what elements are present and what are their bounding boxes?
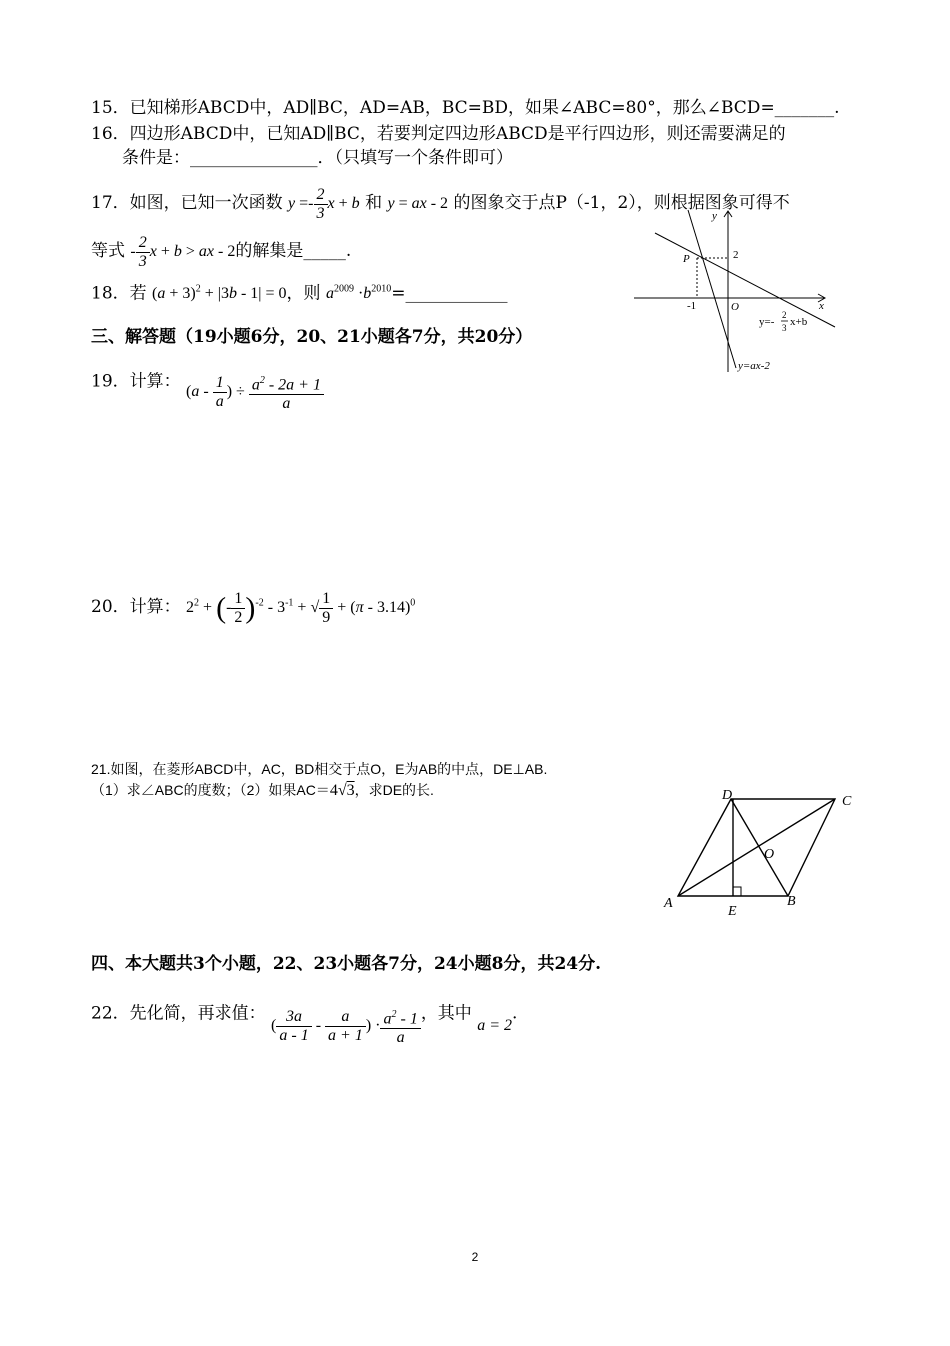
q21-line2-post: ，求DE的长. — [354, 782, 434, 798]
question-21-line2 — [91, 779, 434, 802]
graph-y-label: y — [712, 210, 717, 222]
diagonal-bd — [731, 799, 788, 896]
q22-condition: a = 2 — [477, 1017, 513, 1035]
q22-number: 22． — [91, 1003, 130, 1024]
vertex-d-label: D — [722, 788, 733, 803]
q17-number: 17． — [91, 193, 130, 214]
point-e-label: E — [728, 904, 737, 919]
q22-end: . — [512, 1003, 518, 1024]
q19-expression: (a - $\frac{1}{a}$ ) ÷ $\frac{a^2 - 2a + 1}{a}$ — [186, 383, 324, 400]
q17-graph — [630, 205, 840, 375]
q22-where: ，其中 — [420, 1003, 472, 1024]
rhombus-figure — [660, 785, 865, 920]
svg-text:2: 2 — [782, 310, 787, 320]
graph-x-label: x — [819, 300, 824, 312]
q22-label: 先化简，再求值： — [129, 1003, 266, 1024]
q15-text: 已知梯形ABCD中，AD∥BC，AD=AB，BC=BD，如果∠ABC=80°，那么∠BCD=_______. — [129, 98, 840, 118]
q20-expression: $2^2$ + (- $\frac{1}{2}$ )$^{-2} - 3^{-1}$ + √ $\frac{1}{9}$ + (π - 3.14)$^0$ — [186, 590, 416, 626]
line-y-neg2-3x-plus-b — [655, 233, 835, 327]
graph-line1-label — [759, 310, 808, 333]
question-19 — [91, 362, 324, 413]
q17-formula1: y =- $\frac{2}{3}$ x + b — [288, 186, 360, 222]
section-4-heading: 四、本大题共3个小题，22、23小题各7分，24小题8分，共24分. — [91, 954, 602, 974]
q20-label: 计算： — [129, 597, 181, 618]
section-3-heading: 三、解答题（19小题6分，20、21小题各7分，共20分） — [91, 327, 533, 347]
right-angle-mark — [733, 887, 741, 896]
q21-line2-pre: （1）求∠ABC的度数；（2）如果AC＝ — [91, 782, 330, 798]
point-o-label: O — [764, 847, 775, 862]
q17-mid: 和 — [365, 193, 383, 214]
q19-label: 计算： — [129, 371, 181, 392]
q18-pre: 若 — [129, 283, 147, 304]
q17-post: 的图象交于点P（-1，2），则根据图象可得不 — [453, 193, 790, 214]
graph-line2-label: y=ax-2 — [738, 360, 770, 372]
graph-line1-label-post: x+b — [790, 316, 808, 328]
graph-p-label: P — [683, 253, 690, 265]
q18-formula: $(a + 3)^2 + |3b - 1| = 0$ — [152, 284, 287, 303]
q18-mid: ，则 — [286, 283, 321, 304]
q21-ac-value: 4√3 — [329, 782, 355, 799]
q18-post: =____________ — [391, 283, 508, 304]
q22-expression: ( $\frac{3a}{a - 1}$ - $\frac{a}{a + 1}$ ) · $\frac{a^2 - 1}{a}$ — [271, 1017, 421, 1034]
q16-number: 16． — [91, 124, 130, 144]
vertex-c-label: C — [842, 794, 852, 809]
q19-number: 19． — [91, 371, 130, 392]
q15-number: 15． — [91, 98, 130, 118]
q17-line2-pre: 等式 — [91, 241, 125, 262]
q18-number: 18． — [91, 283, 130, 304]
q20-number: 20． — [91, 597, 130, 618]
question-21-line1: 21.如图，在菱形ABCD中，AC，BD相交于点O，E为AB的中点，DE⊥AB. — [91, 761, 548, 777]
page-number: 2 — [471, 1250, 479, 1264]
q17-formula2: y = ax - 2 — [387, 195, 449, 213]
q17-line2-post: 的解集是_____. — [235, 241, 352, 262]
question-20 — [91, 590, 415, 627]
q17-pre: 如图，已知一次函数 — [129, 193, 283, 214]
question-22 — [91, 994, 518, 1047]
graph-tick-2: 2 — [733, 249, 739, 261]
question-18 — [91, 279, 508, 305]
q16-line1: 四边形ABCD中，已知AD∥BC，若要判定四边形ABCD是平行四边形，则还需要满足的 — [129, 124, 786, 144]
svg-text:3: 3 — [782, 323, 787, 333]
line-y-ax-minus-2 — [688, 210, 736, 368]
question-16 — [91, 123, 786, 145]
graph-line1-label-pre: y=- — [759, 316, 775, 328]
question-16-line2: 条件是：_______________．（只填写一个条件即可） — [122, 148, 513, 168]
vertex-b-label: B — [787, 894, 796, 909]
graph-tick-neg1: -1 — [687, 300, 697, 312]
q17-inequality: - $\frac{2}{3}$ x + b > ax - 2 — [130, 234, 236, 270]
question-15 — [91, 97, 840, 119]
vertex-a-label: A — [664, 896, 673, 911]
q18-expression: $a^{2009} \cdot b^{2010}$ — [325, 284, 392, 303]
question-17-line2 — [91, 234, 351, 271]
graph-origin-label: O — [731, 301, 739, 313]
